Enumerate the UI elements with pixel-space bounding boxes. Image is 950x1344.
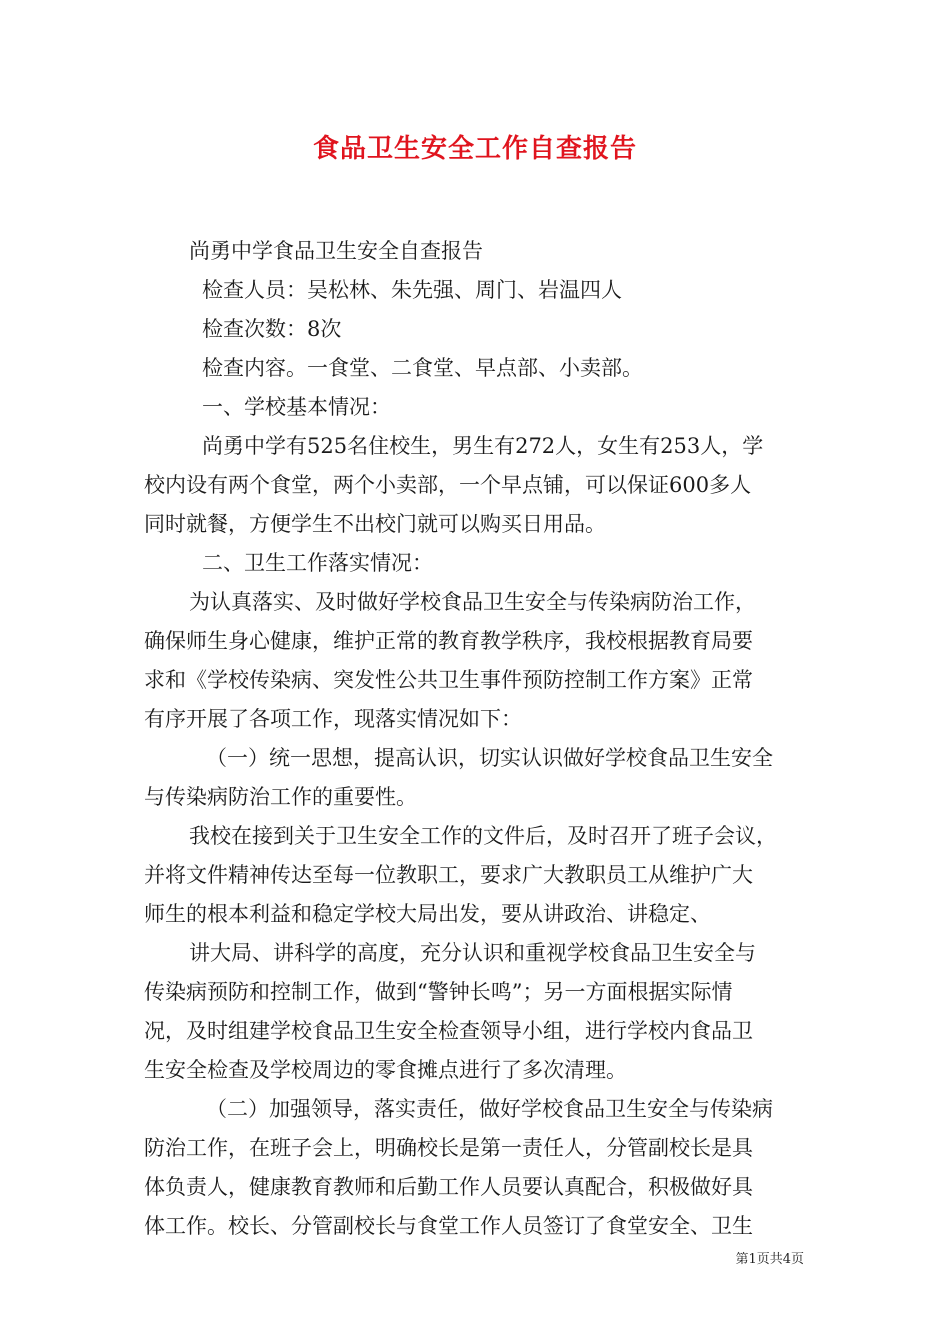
paragraph-line: 并将文件精神传达至每一位教职工，要求广大教职员工从维护广大 <box>144 863 753 887</box>
paragraph-line: 同时就餐，方便学生不出校门就可以购买日用品。 <box>144 512 606 536</box>
report-subtitle: 尚勇中学食品卫生安全自查报告 <box>189 239 483 263</box>
paragraph-line: 我校在接到关于卫生安全工作的文件后，及时召开了班子会议， <box>189 824 777 848</box>
document-title: 食品卫生安全工作自查报告 <box>312 134 637 164</box>
inspection-staff: 检查人员：吴松林、朱先强、周门、岩温四人 <box>202 278 622 302</box>
inspection-content: 检查内容。一食堂、二食堂、早点部、小卖部。 <box>202 356 643 380</box>
paragraph-line: 为认真落实、及时做好学校食品卫生安全与传染病防治工作， <box>189 590 756 614</box>
inspection-count: 检查次数：8次 <box>202 317 342 341</box>
paragraph-line: 生安全检查及学校周边的零食摊点进行了多次清理。 <box>144 1058 627 1082</box>
paragraph-line: 体工作。校长、分管副校长与食堂工作人员签订了食堂安全、卫生 <box>144 1214 753 1238</box>
paragraph-line: 尚勇中学有525名住校生，男生有272人，女生有253人，学 <box>202 434 764 458</box>
subsection-heading-2: （二）加强领导，落实责任，做好学校食品卫生安全与传染病 <box>206 1097 773 1121</box>
paragraph-line: 况，及时组建学校食品卫生安全检查领导小组，进行学校内食品卫 <box>144 1019 753 1043</box>
paragraph-line: 传染病预防和控制工作，做到“警钟长鸣”；另一方面根据实际情 <box>144 980 733 1004</box>
paragraph-line: 有序开展了各项工作，现落实情况如下： <box>144 707 522 731</box>
paragraph-line: 讲大局、讲科学的高度，充分认识和重视学校食品卫生安全与 <box>189 941 756 965</box>
section-heading-2: 二、卫生工作落实情况： <box>202 551 433 575</box>
paragraph-line: 体负责人，健康教育教师和后勤工作人员要认真配合，积极做好具 <box>144 1175 753 1199</box>
paragraph-line: 师生的根本利益和稳定学校大局出发，要从讲政治、讲稳定、 <box>144 902 711 926</box>
page-number: 第1页共4页 <box>735 1252 804 1267</box>
paragraph-line: 确保师生身心健康，维护正常的教育教学秩序，我校根据教育局要 <box>144 629 753 653</box>
subsection-heading-1: （一）统一思想，提高认识，切实认识做好学校食品卫生安全 <box>206 746 773 770</box>
paragraph-line: 与传染病防治工作的重要性。 <box>144 785 417 809</box>
paragraph-line: 校内设有两个食堂，两个小卖部，一个早点铺，可以保证600多人 <box>144 473 752 497</box>
section-heading-1: 一、学校基本情况： <box>202 395 391 419</box>
document-body <box>144 232 812 1246</box>
paragraph-line: 防治工作，在班子会上，明确校长是第一责任人，分管副校长是具 <box>144 1136 753 1160</box>
paragraph-line: 求和《学校传染病、突发性公共卫生事件预防控制工作方案》正常 <box>144 668 753 692</box>
